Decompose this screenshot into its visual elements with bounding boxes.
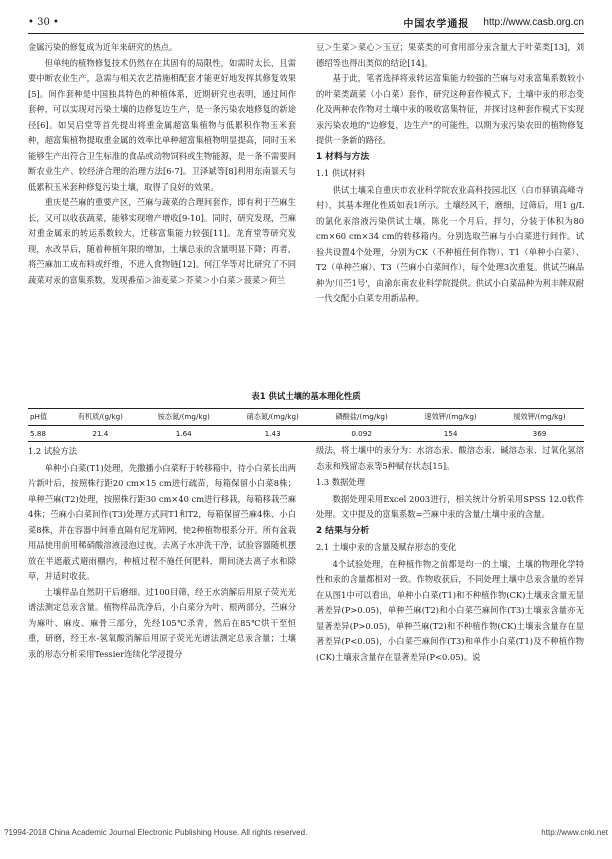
journal-name: 中国农学通报: [403, 18, 470, 30]
table-cell: 154: [406, 426, 495, 442]
paragraph: 级法，将土壤中的汞分为：水溶态汞、酸溶态汞、碱溶态汞、过氧化氢溶态汞和残留态汞等5种赋存状态[15]。: [316, 445, 584, 471]
table-cell: 5.88: [28, 426, 61, 442]
table-cell: 0.092: [317, 426, 406, 442]
header-rule: [28, 33, 584, 34]
page-number: • 30 •: [28, 16, 59, 28]
section-heading: 2 结果与分析: [316, 525, 370, 536]
table-cell: 21.4: [61, 426, 139, 442]
left-column-top: [28, 40, 296, 288]
copyright-text: ?1994-2018 China Academic Journal Electronic Publishing House. All rights reserved.: [4, 828, 308, 837]
paragraph: 单种小白菜(T1)处理，先撒播小白菜籽于转移箱中，待小白菜长出两片新叶后，按照株行距20 cm×15 cm进行疏苗，每箱保留小白菜8株；单种苎麻(T2)处理，按照株行距30 cm×40 cm进行移栽，每箱移栽苎麻4株；苎麻小白菜间作(T3)处理方式同T1和T2，每箱保留苎麻4株、小白菜8株，并在容器中间垂直隔有尼龙筛网，使2种植物根系分开。所有盆栽用品使用前用稀硝酸溶液浸泡过夜，去离子水冲洗干净，试验容器随机摆放在半遮蔽式避雨棚内，种植过程不施任何肥料，期间浇去离子水和除草，并适时收获。: [28, 462, 296, 581]
paragraph: 土壤样品自然阴干后磨细、过100目筛，经王水消解后用原子荧光光谱法测定总汞含量。植物样品洗净后，小白菜分为叶、根两部分，苎麻分为麻叶、麻皮、麻骨三部分，先经105℃杀青，然后在85℃烘干至恒重，研磨，经王水-氢氧酸消解后用原子荧光光谱法测定总汞含量；土壤汞的形态分析采用Tessier连续化学浸提分: [28, 586, 296, 659]
paragraph: 重庆是苎麻的重要产区，苎麻与蔬菜的合理间套作，即有利于苎麻生长，又可以收获蔬菜，能够实现增产增收[9-10]。同时，研究发现，苎麻对重金属汞的转运系数较大，迁移富集能力较强[11]。龙育堂等研究发现，水改旱后，随着种植年限的增加，土壤总汞的含量明显下降；再者，将苎麻加工成布料或纤维，不进入食物链[12]。何江华等对比研究了不同蔬菜对汞的富集系数，发现番茄＞油麦菜＞芥菜＞小白菜＞菠菜＞荷兰: [28, 197, 296, 285]
paragraph: 金属污染的修复成为近年来研究的热点。: [28, 42, 178, 52]
paragraph: 4个试验处理，在种植作物之前都是均一的土壤，土壤的物理化学特性和汞的含量都相对一致。作物收获后，不同处理土壤中总汞含量的差异在从图1中可以看出，单种小白菜(T1)和不种植作物(CK)土壤汞含量无显著差异(P>0.05)，单种苎麻(T2)和小白菜苎麻间作(T3)土壤汞含量亦无显著差异(P>0.05)，单种苎麻(T2)和不种植作物(CK)土壤汞含量存在显著差异(P<0.05)，小白菜苎麻间作(T3)和单作小白菜(T1)及不种植作物(CK)土壤汞含量存在显著差异(P<0.05)。说: [316, 558, 584, 662]
right-column-top: [316, 40, 584, 307]
subsection-heading: 2.1 土壤中汞的含量及赋存形态的变化: [316, 542, 457, 552]
table-header: 缓效钾/(mg/kg): [495, 409, 584, 426]
section-heading: 1 材料与方法: [316, 151, 370, 162]
table-title: 表1 供试土壤的基本理化性质: [251, 391, 361, 401]
journal-url[interactable]: http://www.casb.org.cn: [483, 16, 584, 28]
paragraph: 数据处理采用Excel 2003进行，相关统计分析采用SPSS 12.0软件处理。文中提及的富集系数=苎麻中汞的含量/土壤中汞的含量。: [316, 493, 584, 519]
table-header: pH值: [28, 409, 61, 426]
table-row: [28, 426, 584, 442]
table-header: 速效钾/(mg/kg): [406, 409, 495, 426]
paragraph: 供试土壤采自重庆市农业科学院农业高科技园北区（白市驿镇高峰寺村），其基本理化性质如表1所示。土壤经风干，磨细，过筛后，用1 g/L的氯化汞溶液污染供试土壤，陈化一个月后，拌匀，分装于体积为80 cm×60 cm×34 cm的转移箱内。分别选取苎麻与小白菜进行间作。试验共设置4个处理，分别为CK（不种植任何作物）、T1（单种小白菜）、T2（单种苎麻）、T3（苎麻小白菜间作），每个处理3次重复。供试苎麻品种为'川苎1号'，由渝东南农业科学院提供。供试小白菜品种为利丰牌双耐一代交配小白菜专用新品种。: [316, 184, 584, 303]
subsection-heading: 1.2 试验方法: [28, 446, 78, 456]
paragraph: 但单纯的植物修复技术仍然存在其固有的局限性，如需时太长，且需要中断农业生产，急需与相关农艺措施相配套才能更好地发挥其修复效果[5]。间作套种是中国独具特色的种植体系，近期研究也表明，通过间作套种，可以实现对污染土壤的边修复边生产，是一条污染农地修复的新途径[6]。如吴启堂等首先提出将重金属超富集植物与低累积作物玉米套种，超富集植物提取重金属的效率比单种超富集植物明显提高，同时玉米能够生产出符合卫生标准的食品或动物饲料或生物能源，是一条不需要间断农业生产、较经济合理的治理方法[6-7]。卫泽斌等[8]利用东南景天与低累积玉米套种修复污染土壤，取得了良好的效果。: [28, 57, 296, 192]
footer: [4, 828, 608, 837]
table-header: 硝态氮/(mg/kg): [228, 409, 317, 426]
subsection-heading: 1.1 供试材料: [316, 168, 366, 178]
paragraph: 豆＞生菜＞菜心＞玉豆；果菜类的可食用部分汞含量大于叶菜类[13]，刘德绍等也得出类似的结论[14]。: [316, 42, 584, 68]
soil-properties-table: [28, 408, 584, 442]
table-cell: 369: [495, 426, 584, 442]
subsection-heading: 1.3 数据处理: [316, 477, 366, 487]
right-column-bottom: [316, 443, 584, 665]
table-header: 磷酸盐/(mg/kg): [317, 409, 406, 426]
cnki-link[interactable]: http://www.cnki.net: [541, 828, 608, 837]
table-header: 有机质/(g/kg): [61, 409, 139, 426]
table-header: 铵态氮/(mg/kg): [139, 409, 228, 426]
table-cell: 1.64: [139, 426, 228, 442]
paragraph: 基于此，笔者选择将汞转运富集能力较强的苎麻与对汞富集系数较小的叶菜类蔬菜（小白菜）套作，研究这种套作模式下，土壤中汞的形态变化及两种农作物对土壤中汞的吸收富集特征，并探讨这种套作模式下实现汞污染农地的"边修复，边生产"的可能性，以期为汞污染农田的植物修复提供一条新的路径。: [316, 73, 584, 145]
left-column-bottom: [28, 443, 296, 662]
running-header: [28, 14, 584, 30]
table-cell: 1.43: [228, 426, 317, 442]
